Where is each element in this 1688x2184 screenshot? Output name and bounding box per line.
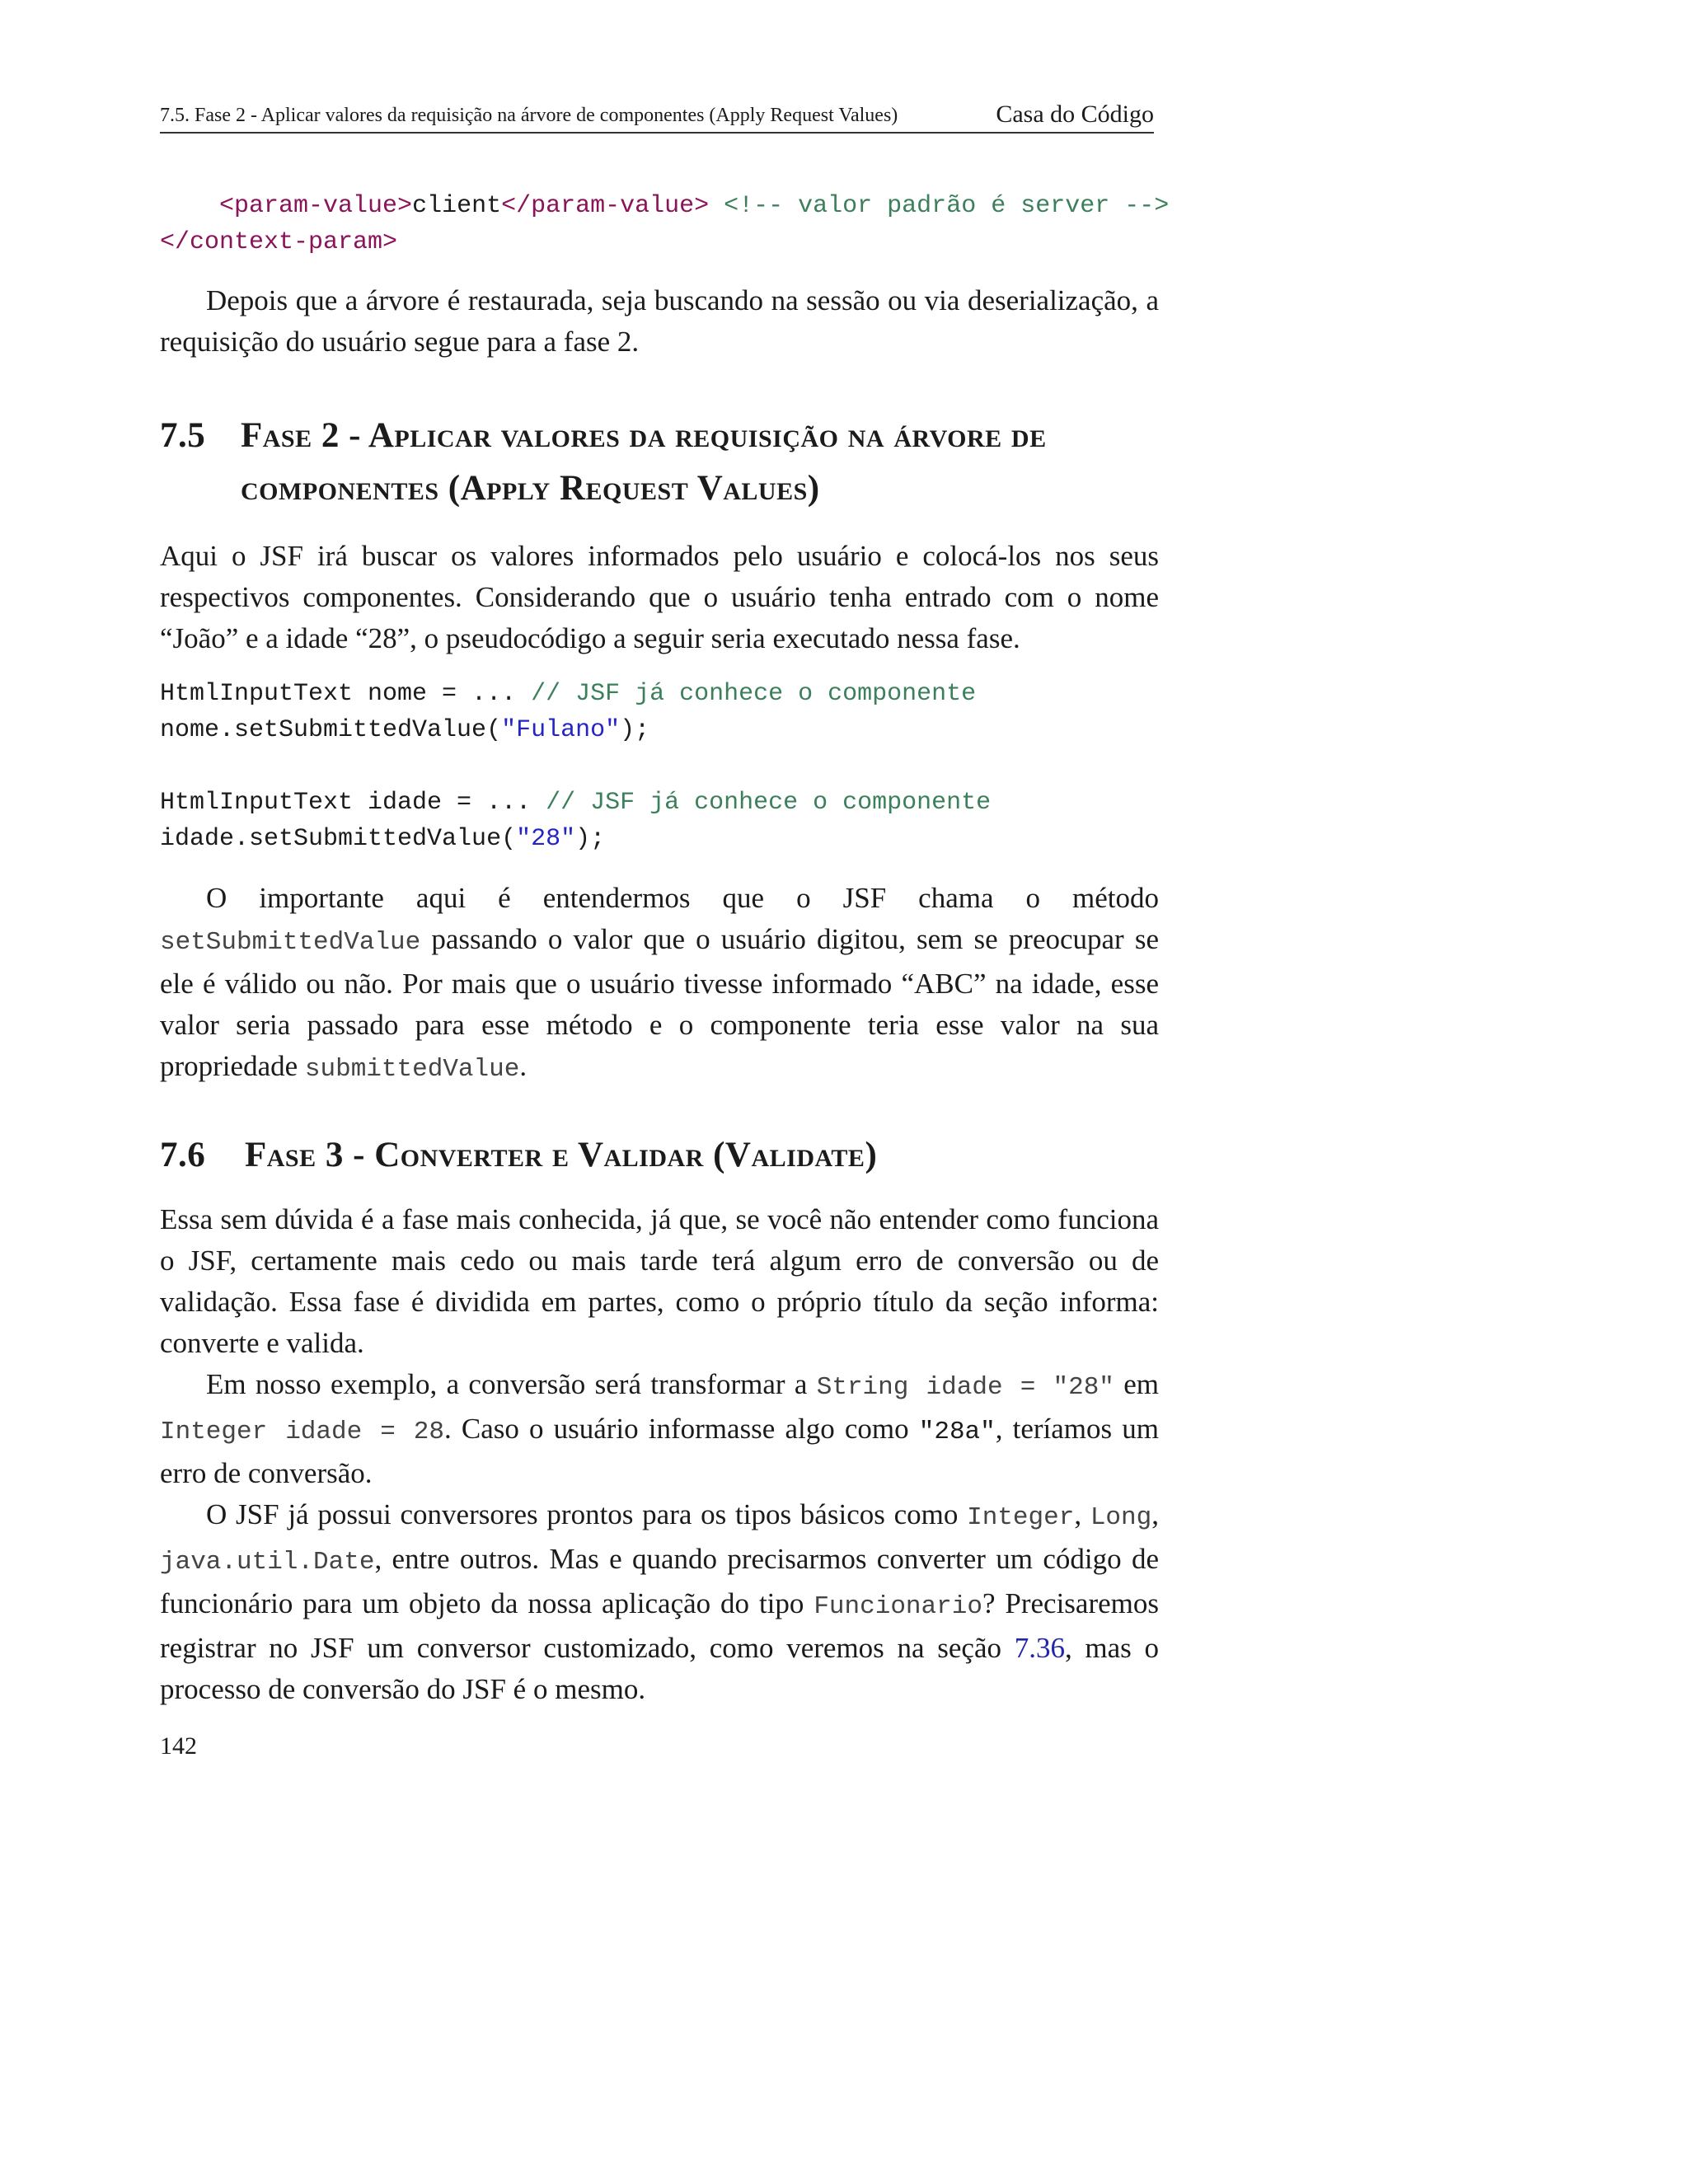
code-block-context-param [160,188,1170,260]
inline-code: Funcionario [814,1592,982,1621]
section-title: Fase 2 - Aplicar valores da requisição na árvore de componentes (Apply Request Values) [241,416,1047,508]
code-comment: <!-- valor padrão é server --> [709,192,1170,220]
code-block-pseudocode: HtmlInputText nome = ... // JSF já conhece o componente nome.setSubmittedValue("Fulano"); HtmlInputText idade = ... // JSF já conhece o componente idade.setSubmittedValue("28"); [160,680,992,853]
inline-code: Integer [967,1503,1075,1532]
code-tag: </param-value> [501,192,710,220]
section-link[interactable]: 7.36 [1014,1632,1065,1664]
inline-code: Long [1090,1503,1152,1532]
section-title: Fase 3 - Converter e Validar (Validate) [245,1136,878,1174]
inline-code: submittedValue [304,1055,520,1084]
code-text: client [412,192,502,220]
code-tag: <param-value> [219,192,413,220]
inline-code: Integer idade = 28 [160,1418,444,1446]
inline-code: java.util.Date [160,1548,375,1577]
inline-code: setSubmittedValue [160,928,421,957]
running-header [160,97,1154,134]
page-number: 142 [160,1732,197,1760]
paragraph-submitted-value: O importante aqui é entendermos que o JSF chama o método setSubmittedValue passando o valor que o usuário digitou, sem se preocupar se ele é válido ou não. Por mais que o usuário tivesse informado “ABC” na idade, esse valor seria passado para esse método e o componente teria esse valor na sua propriedade submittedValue. [160,882,1159,1084]
inline-code: String idade = "28" [816,1373,1114,1402]
paragraph-validate-phase: Essa sem dúvida é a fase mais conhecida, já que, se você não entender como funciona o JSF, certamente mais cedo ou mais tarde terá algum erro de conversão ou de validação. Essa fase é dividida em partes, como o próprio título da seção informa: converte e valida. Em nosso exemplo, a conversão será transformar a String idade = "28" em Integer idade = 28. Caso o usuário informasse algo como "28a", teríamos um erro de conversão. O JSF já possui conversores prontos para os tipos básicos como Integer, Long, java.util.Date, entre outros. Mas e quando precisarmos converter um código de funcionário para um objeto da nossa aplicação do tipo Funcionario? Precisaremos registrar no JSF um conversor customizado, como veremos na seção 7.36, mas o processo de conversão do JSF é o mesmo. [160,1203,1159,1705]
code-comment: // JSF já conhece o componente [531,680,977,708]
running-header-section: 7.5. Fase 2 - Aplicar valores da requisição na árvore de componentes (Apply Request Values) [160,105,898,126]
running-header-publisher: Casa do Código [996,101,1154,128]
code-comment: // JSF já conhece o componente [546,789,992,817]
code-string: "28" [516,825,576,853]
section-number: 7.5 [160,416,206,455]
paragraph-apply-request-values: Aqui o JSF irá buscar os valores informados pelo usuário e colocá-los nos seus respectivos componentes. Considerando que o usuário tenha entrado com o nome “João” e a idade “28”, o pseudocódigo a seguir seria executado nessa fase. [160,540,1159,654]
section-number: 7.6 [160,1136,206,1174]
section-heading-7-5 [160,410,1159,517]
section-heading-7-6 [160,1129,1159,1182]
code-tag: </context-param> [160,228,398,256]
code-string: "Fulano" [501,716,621,744]
inline-code: "28a" [918,1418,996,1446]
paragraph-restored-tree: Depois que a árvore é restaurada, seja buscando na sessão ou via deserialização, a requisição do usuário segue para a fase 2. [160,284,1159,358]
